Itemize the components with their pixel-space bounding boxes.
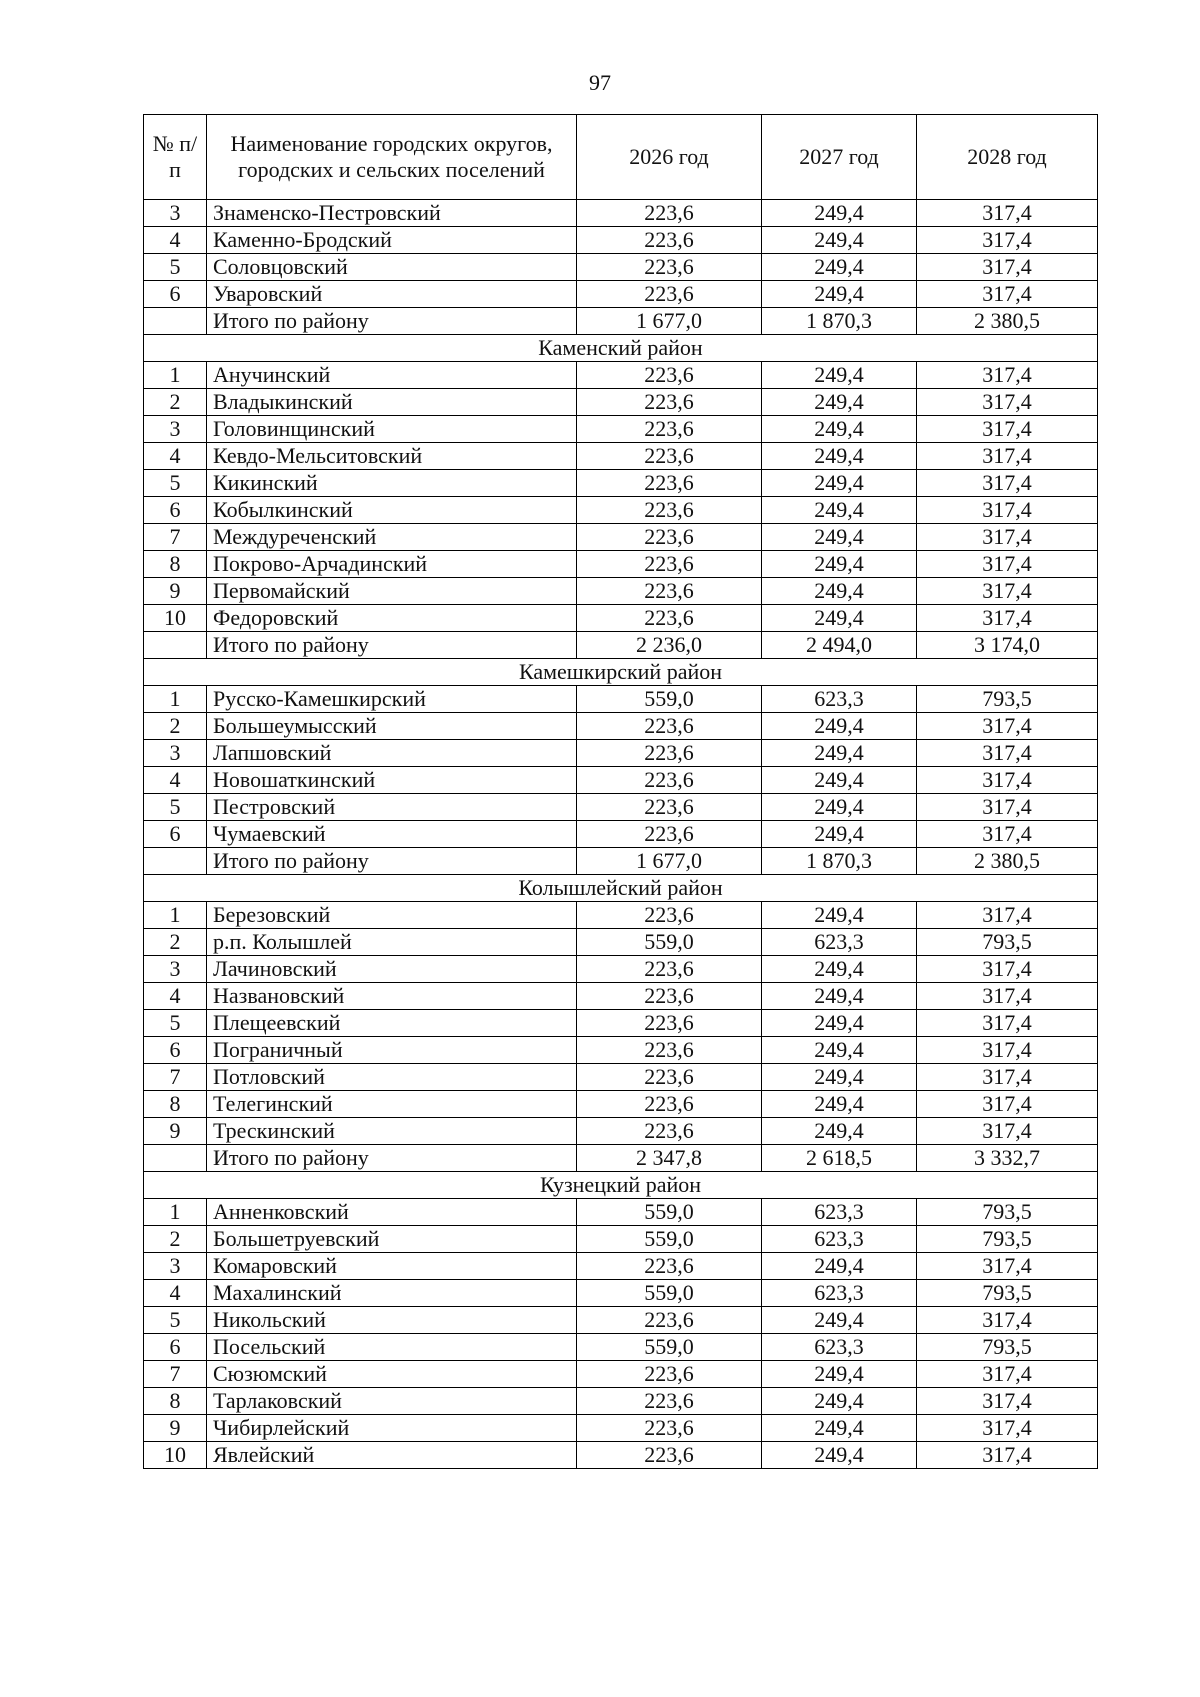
settlement-name: Владыкинский (207, 389, 577, 416)
value-2028: 317,4 (917, 389, 1098, 416)
row-number: 4 (144, 227, 207, 254)
table-row (144, 1442, 1098, 1469)
value-2028: 317,4 (917, 1118, 1098, 1145)
value-2028: 317,4 (917, 821, 1098, 848)
row-number: 4 (144, 443, 207, 470)
value-2028: 317,4 (917, 1442, 1098, 1469)
row-number: 8 (144, 551, 207, 578)
value-2027: 249,4 (762, 389, 917, 416)
settlement-name: Лапшовский (207, 740, 577, 767)
settlement-name: Уваровский (207, 281, 577, 308)
district-name: Колышлейский район (144, 875, 1098, 902)
value-2027: 249,4 (762, 740, 917, 767)
row-number: 6 (144, 1334, 207, 1361)
value-2027: 249,4 (762, 1361, 917, 1388)
value-2026: 559,0 (577, 1280, 762, 1307)
row-number: 1 (144, 686, 207, 713)
value-2028: 317,4 (917, 1388, 1098, 1415)
value-2028: 317,4 (917, 740, 1098, 767)
value-2027: 623,3 (762, 1334, 917, 1361)
table-row (144, 1334, 1098, 1361)
value-2026: 223,6 (577, 1388, 762, 1415)
table-row (144, 902, 1098, 929)
value-2028: 317,4 (917, 254, 1098, 281)
settlement-name: Итого по району (207, 632, 577, 659)
header-num: № п/п (144, 115, 207, 200)
table-row (144, 1280, 1098, 1307)
settlement-name: Итого по району (207, 848, 577, 875)
row-number (144, 632, 207, 659)
table-row (144, 983, 1098, 1010)
value-2026: 223,6 (577, 1307, 762, 1334)
value-2026: 559,0 (577, 1226, 762, 1253)
value-2027: 249,4 (762, 1442, 917, 1469)
value-2026: 2 236,0 (577, 632, 762, 659)
value-2026: 223,6 (577, 794, 762, 821)
value-2027: 249,4 (762, 821, 917, 848)
value-2026: 1 677,0 (577, 848, 762, 875)
value-2026: 223,6 (577, 1118, 762, 1145)
value-2028: 2 380,5 (917, 848, 1098, 875)
row-number: 2 (144, 389, 207, 416)
table-row (144, 200, 1098, 227)
value-2027: 249,4 (762, 794, 917, 821)
row-number: 10 (144, 1442, 207, 1469)
row-number: 3 (144, 416, 207, 443)
value-2028: 317,4 (917, 956, 1098, 983)
value-2026: 1 677,0 (577, 308, 762, 335)
value-2028: 793,5 (917, 929, 1098, 956)
table-row (144, 956, 1098, 983)
value-2027: 249,4 (762, 416, 917, 443)
row-number: 8 (144, 1091, 207, 1118)
row-number: 4 (144, 1280, 207, 1307)
table-row (144, 1145, 1098, 1172)
value-2027: 623,3 (762, 929, 917, 956)
table-row (144, 1199, 1098, 1226)
district-header-row (144, 875, 1098, 902)
table-row (144, 1307, 1098, 1334)
value-2027: 249,4 (762, 200, 917, 227)
table-row (144, 497, 1098, 524)
value-2027: 249,4 (762, 1010, 917, 1037)
row-number: 5 (144, 470, 207, 497)
district-name: Камешкирский район (144, 659, 1098, 686)
row-number: 6 (144, 821, 207, 848)
table-row (144, 686, 1098, 713)
row-number: 1 (144, 902, 207, 929)
settlement-name: Березовский (207, 902, 577, 929)
value-2026: 223,6 (577, 821, 762, 848)
table-row (144, 227, 1098, 254)
row-number: 8 (144, 1388, 207, 1415)
settlement-name: Головинщинский (207, 416, 577, 443)
settlement-name: Чибирлейский (207, 1415, 577, 1442)
settlement-name: Анучинский (207, 362, 577, 389)
value-2026: 223,6 (577, 1253, 762, 1280)
value-2028: 317,4 (917, 1361, 1098, 1388)
table-body (144, 200, 1098, 1469)
value-2027: 249,4 (762, 1118, 917, 1145)
row-number (144, 848, 207, 875)
value-2026: 223,6 (577, 254, 762, 281)
value-2026: 559,0 (577, 929, 762, 956)
settlement-name: Махалинский (207, 1280, 577, 1307)
row-number: 4 (144, 767, 207, 794)
settlement-name: Пограничный (207, 1037, 577, 1064)
value-2027: 623,3 (762, 1280, 917, 1307)
table-row (144, 470, 1098, 497)
table-row (144, 1010, 1098, 1037)
allocation-table (143, 114, 1098, 1469)
value-2027: 249,4 (762, 713, 917, 740)
value-2028: 3 332,7 (917, 1145, 1098, 1172)
settlement-name: Федоровский (207, 605, 577, 632)
value-2027: 249,4 (762, 281, 917, 308)
row-number: 3 (144, 200, 207, 227)
row-number: 6 (144, 497, 207, 524)
value-2026: 223,6 (577, 443, 762, 470)
value-2028: 317,4 (917, 281, 1098, 308)
value-2027: 249,4 (762, 1064, 917, 1091)
settlement-name: Междуреченский (207, 524, 577, 551)
row-number: 1 (144, 362, 207, 389)
value-2027: 249,4 (762, 470, 917, 497)
value-2026: 223,6 (577, 497, 762, 524)
value-2026: 223,6 (577, 551, 762, 578)
value-2026: 223,6 (577, 983, 762, 1010)
value-2027: 249,4 (762, 443, 917, 470)
value-2027: 249,4 (762, 767, 917, 794)
settlement-name: Плещеевский (207, 1010, 577, 1037)
value-2027: 1 870,3 (762, 308, 917, 335)
row-number: 5 (144, 794, 207, 821)
row-number: 9 (144, 1415, 207, 1442)
value-2027: 623,3 (762, 1199, 917, 1226)
header-2027: 2027 год (762, 115, 917, 200)
value-2028: 793,5 (917, 686, 1098, 713)
value-2026: 223,6 (577, 1037, 762, 1064)
value-2028: 793,5 (917, 1334, 1098, 1361)
value-2027: 249,4 (762, 1415, 917, 1442)
row-number: 7 (144, 1361, 207, 1388)
value-2026: 223,6 (577, 1010, 762, 1037)
value-2027: 249,4 (762, 497, 917, 524)
value-2028: 793,5 (917, 1226, 1098, 1253)
row-number: 6 (144, 281, 207, 308)
value-2027: 249,4 (762, 605, 917, 632)
value-2028: 317,4 (917, 983, 1098, 1010)
value-2026: 223,6 (577, 713, 762, 740)
table-row (144, 767, 1098, 794)
value-2026: 223,6 (577, 578, 762, 605)
value-2027: 249,4 (762, 1091, 917, 1118)
row-number: 9 (144, 578, 207, 605)
value-2027: 249,4 (762, 362, 917, 389)
district-header-row (144, 659, 1098, 686)
row-number: 2 (144, 1226, 207, 1253)
row-number: 1 (144, 1199, 207, 1226)
value-2026: 223,6 (577, 1442, 762, 1469)
value-2027: 249,4 (762, 551, 917, 578)
table-row (144, 1118, 1098, 1145)
district-header-row (144, 1172, 1098, 1199)
value-2026: 223,6 (577, 389, 762, 416)
row-number (144, 308, 207, 335)
settlement-name: Тарлаковский (207, 1388, 577, 1415)
value-2028: 317,4 (917, 902, 1098, 929)
value-2028: 317,4 (917, 1091, 1098, 1118)
row-number: 5 (144, 254, 207, 281)
table-row (144, 1415, 1098, 1442)
row-number: 10 (144, 605, 207, 632)
value-2028: 317,4 (917, 200, 1098, 227)
value-2028: 317,4 (917, 227, 1098, 254)
value-2028: 317,4 (917, 578, 1098, 605)
value-2028: 317,4 (917, 416, 1098, 443)
value-2028: 317,4 (917, 1037, 1098, 1064)
settlement-name: Покрово-Арчадинский (207, 551, 577, 578)
settlement-name: Большеумысский (207, 713, 577, 740)
value-2027: 623,3 (762, 686, 917, 713)
settlement-name: Трескинский (207, 1118, 577, 1145)
value-2028: 317,4 (917, 497, 1098, 524)
settlement-name: Никольский (207, 1307, 577, 1334)
row-number: 4 (144, 983, 207, 1010)
value-2028: 317,4 (917, 605, 1098, 632)
value-2026: 223,6 (577, 956, 762, 983)
row-number (144, 1145, 207, 1172)
value-2026: 223,6 (577, 470, 762, 497)
settlement-name: Чумаевский (207, 821, 577, 848)
table-row (144, 1037, 1098, 1064)
settlement-name: Итого по району (207, 1145, 577, 1172)
value-2027: 249,4 (762, 1307, 917, 1334)
row-number: 7 (144, 524, 207, 551)
settlement-name: Знаменско-Пестровский (207, 200, 577, 227)
value-2026: 559,0 (577, 1199, 762, 1226)
value-2026: 223,6 (577, 227, 762, 254)
settlement-name: Новошаткинский (207, 767, 577, 794)
value-2026: 2 347,8 (577, 1145, 762, 1172)
table-row (144, 389, 1098, 416)
table-row (144, 740, 1098, 767)
table-row (144, 605, 1098, 632)
value-2028: 317,4 (917, 794, 1098, 821)
value-2027: 249,4 (762, 524, 917, 551)
value-2028: 317,4 (917, 470, 1098, 497)
value-2028: 317,4 (917, 713, 1098, 740)
settlement-name: Сюзюмский (207, 1361, 577, 1388)
district-header-row (144, 335, 1098, 362)
row-number: 7 (144, 1064, 207, 1091)
value-2028: 317,4 (917, 767, 1098, 794)
settlement-name: Большетруевский (207, 1226, 577, 1253)
settlement-name: Анненковский (207, 1199, 577, 1226)
table-row (144, 1388, 1098, 1415)
value-2026: 223,6 (577, 902, 762, 929)
value-2027: 249,4 (762, 1037, 917, 1064)
value-2027: 249,4 (762, 227, 917, 254)
value-2028: 2 380,5 (917, 308, 1098, 335)
table-row (144, 362, 1098, 389)
settlement-name: Телегинский (207, 1091, 577, 1118)
settlement-name: Пестровский (207, 794, 577, 821)
settlement-name: Первомайский (207, 578, 577, 605)
settlement-name: Лачиновский (207, 956, 577, 983)
row-number: 2 (144, 929, 207, 956)
value-2028: 793,5 (917, 1280, 1098, 1307)
row-number: 3 (144, 740, 207, 767)
table-row (144, 551, 1098, 578)
value-2026: 223,6 (577, 605, 762, 632)
settlement-name: Соловцовский (207, 254, 577, 281)
row-number: 6 (144, 1037, 207, 1064)
table-row (144, 1253, 1098, 1280)
page-number: 97 (589, 70, 611, 95)
table-row (144, 281, 1098, 308)
settlement-name: Посельский (207, 1334, 577, 1361)
value-2028: 317,4 (917, 362, 1098, 389)
value-2026: 223,6 (577, 1091, 762, 1118)
value-2027: 249,4 (762, 902, 917, 929)
table-row (144, 443, 1098, 470)
settlement-name: Комаровский (207, 1253, 577, 1280)
table-row (144, 1064, 1098, 1091)
value-2028: 317,4 (917, 551, 1098, 578)
value-2027: 249,4 (762, 983, 917, 1010)
value-2028: 317,4 (917, 524, 1098, 551)
value-2028: 317,4 (917, 1415, 1098, 1442)
row-number: 3 (144, 956, 207, 983)
table-row (144, 1091, 1098, 1118)
value-2027: 623,3 (762, 1226, 917, 1253)
value-2028: 317,4 (917, 443, 1098, 470)
settlement-name: Кикинский (207, 470, 577, 497)
value-2028: 317,4 (917, 1253, 1098, 1280)
value-2027: 249,4 (762, 1388, 917, 1415)
table-row (144, 848, 1098, 875)
value-2026: 223,6 (577, 200, 762, 227)
settlement-name: Кобылкинский (207, 497, 577, 524)
value-2027: 249,4 (762, 578, 917, 605)
value-2028: 317,4 (917, 1010, 1098, 1037)
header-2028: 2028 год (917, 115, 1098, 200)
value-2026: 559,0 (577, 686, 762, 713)
value-2026: 223,6 (577, 1415, 762, 1442)
settlement-name: Каменно-Бродский (207, 227, 577, 254)
value-2026: 223,6 (577, 416, 762, 443)
settlement-name: Названовский (207, 983, 577, 1010)
value-2026: 223,6 (577, 740, 762, 767)
table-row (144, 524, 1098, 551)
value-2027: 249,4 (762, 254, 917, 281)
row-number: 3 (144, 1253, 207, 1280)
table-row (144, 794, 1098, 821)
value-2028: 793,5 (917, 1199, 1098, 1226)
table-row (144, 632, 1098, 659)
value-2028: 317,4 (917, 1307, 1098, 1334)
header-2026: 2026 год (577, 115, 762, 200)
row-number: 5 (144, 1010, 207, 1037)
table-row (144, 713, 1098, 740)
district-name: Кузнецкий район (144, 1172, 1098, 1199)
value-2027: 2 618,5 (762, 1145, 917, 1172)
settlement-name: Потловский (207, 1064, 577, 1091)
settlement-name: Кевдо-Мельситовский (207, 443, 577, 470)
table-row (144, 929, 1098, 956)
value-2028: 3 174,0 (917, 632, 1098, 659)
value-2027: 249,4 (762, 956, 917, 983)
settlement-name: р.п. Колышлей (207, 929, 577, 956)
row-number: 2 (144, 713, 207, 740)
value-2026: 223,6 (577, 767, 762, 794)
row-number: 9 (144, 1118, 207, 1145)
value-2026: 223,6 (577, 281, 762, 308)
value-2027: 1 870,3 (762, 848, 917, 875)
value-2028: 317,4 (917, 1064, 1098, 1091)
row-number: 5 (144, 1307, 207, 1334)
settlement-name: Русско-Камешкирский (207, 686, 577, 713)
table-header (144, 115, 1098, 200)
value-2026: 223,6 (577, 1361, 762, 1388)
value-2026: 223,6 (577, 362, 762, 389)
table-row (144, 1226, 1098, 1253)
value-2027: 2 494,0 (762, 632, 917, 659)
table-row (144, 821, 1098, 848)
table-row (144, 1361, 1098, 1388)
value-2026: 223,6 (577, 1064, 762, 1091)
value-2027: 249,4 (762, 1253, 917, 1280)
table-row (144, 578, 1098, 605)
table-row (144, 254, 1098, 281)
settlement-name: Явлейский (207, 1442, 577, 1469)
district-name: Каменский район (144, 335, 1098, 362)
table-row (144, 308, 1098, 335)
header-name: Наименование городских округов, городских и сельских поселений (207, 115, 577, 200)
table-row (144, 416, 1098, 443)
value-2026: 559,0 (577, 1334, 762, 1361)
value-2026: 223,6 (577, 524, 762, 551)
settlement-name: Итого по району (207, 308, 577, 335)
